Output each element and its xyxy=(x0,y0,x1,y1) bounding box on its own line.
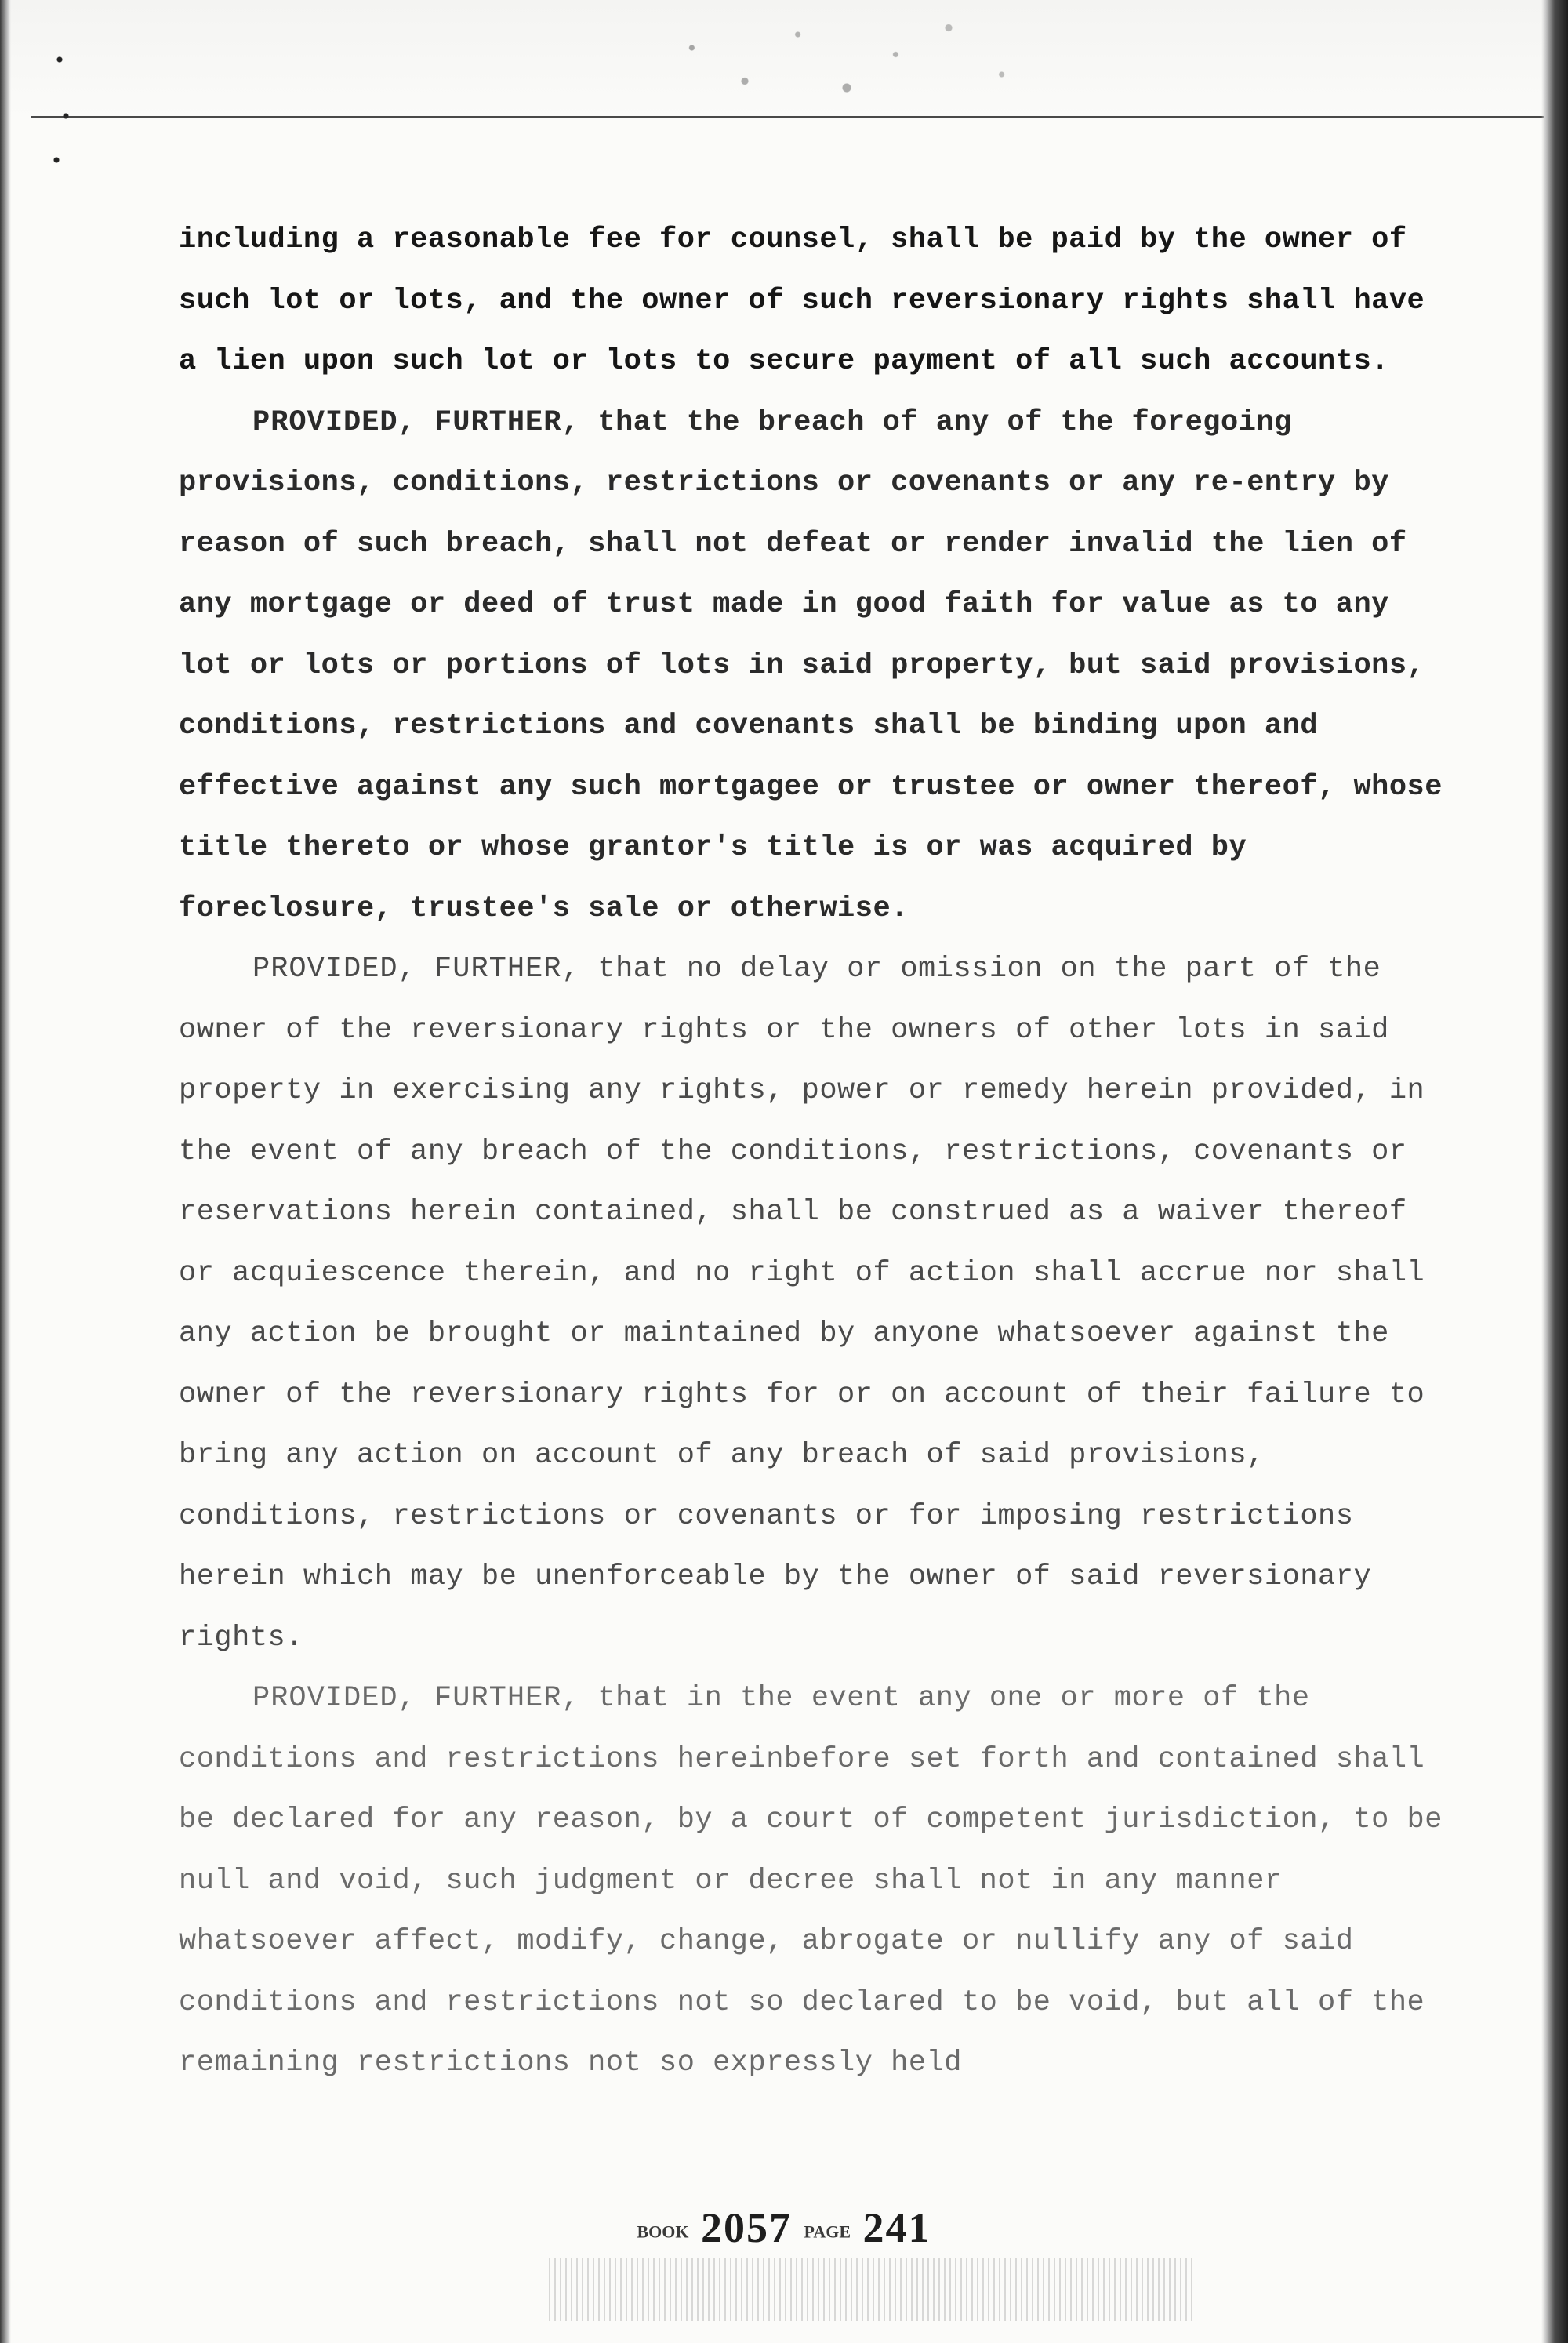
paragraph-lead: PROVIDED, FURTHER, xyxy=(252,1682,580,1715)
paragraph-text: that the breach of any of the foregoing provisions, conditions, restrictions or covenants or any re-entry by reason of such breach, shall not defeat or render invalid the lien of any mortgage or deed of trust made in good faith for value as to any lot or lots or portions of lots in said property, but said provisions, conditions, restrictions and covenants shall be binding upon and effective against any such mortgagee or trustee or owner thereof, whose title thereto or whose grantor's title is or was acquired by foreclosure, trustee's sale or otherwise. xyxy=(179,405,1443,925)
scan-right-edge xyxy=(1541,0,1568,2343)
book-prefix: BOOK xyxy=(637,2221,689,2242)
page-number: 241 xyxy=(862,2204,931,2251)
recording-stamp-mark xyxy=(643,8,1051,141)
paragraph-provided-further-mortgage xyxy=(179,393,1449,940)
paragraph-lead: PROVIDED, FURTHER, xyxy=(252,405,580,439)
paragraph-text: that in the event any one or more of the conditions and restrictions hereinbefore set forth and contained shall be declared for any reason, by a court of competent jurisdiction, to be null and void, such judgment or decree shall not in any manner whatsoever affect, modify, change, abrogate or nullify any of said conditions and restrictions not so declared to be void, but all of the remaining restrictions not so expressly held xyxy=(179,1682,1443,2080)
paragraph-text: including a reasonable fee for counsel, shall be paid by the owner of such lot or lots, and the owner of such reversionary rights shall have a lien upon such lot or lots to secure payment of all such accounts. xyxy=(179,223,1425,378)
top-rule-line xyxy=(31,116,1544,118)
scan-specks xyxy=(47,47,78,173)
paragraph-provided-further-waiver xyxy=(179,939,1449,1669)
paragraph-provided-further-severability xyxy=(179,1669,1449,2094)
document-body xyxy=(179,210,1449,2094)
book-number: 2057 xyxy=(701,2204,793,2251)
scan-left-edge xyxy=(0,0,11,2343)
paragraph-text: that no delay or omission on the part of the owner of the reversionary rights or the owners of other lots in said property in exercising any rights, power or remedy herein provided, in the event of any breach of the conditions, restrictions, covenants or reservations herein contained, shall be construed as a waiver thereof or acquiescence therein, and no right of action shall accrue nor shall any action be brought or maintained by anyone whatsoever against the owner of the reversionary rights for or on account of their failure to bring any action on account of any breach of said provisions, conditions, restrictions or covenants or for imposing restrictions herein which may be unenforceable by the owner of said reversionary rights. xyxy=(179,953,1425,1655)
bottom-stamp-mark xyxy=(549,2258,1192,2321)
paragraph-continuation xyxy=(179,210,1449,393)
page-prefix: PAGE xyxy=(804,2221,851,2242)
paragraph-lead: PROVIDED, FURTHER, xyxy=(252,953,580,986)
book-page-reference xyxy=(0,2203,1568,2252)
